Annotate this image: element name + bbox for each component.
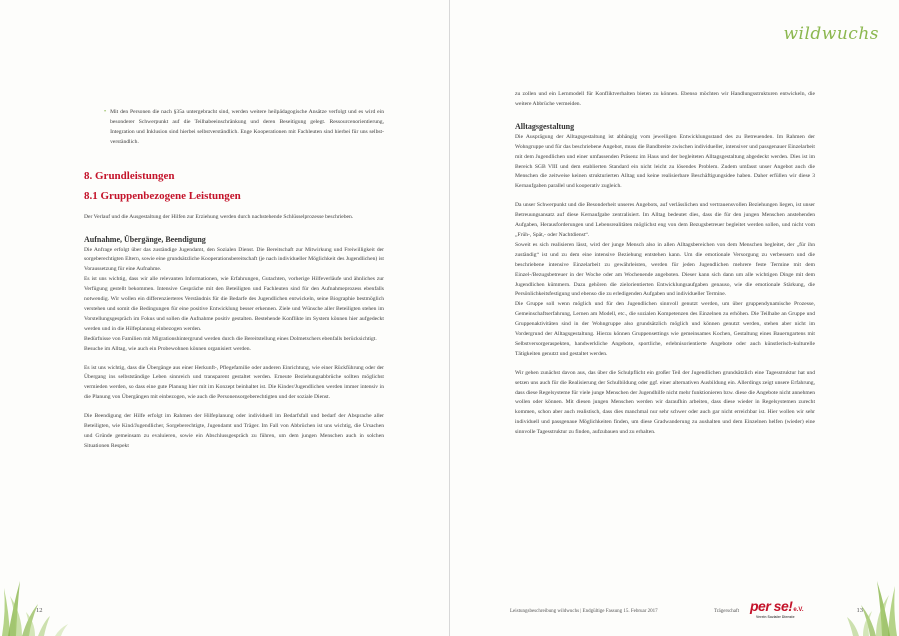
- bullet-icon: •: [104, 109, 107, 115]
- page-number: 13: [856, 607, 863, 614]
- heading-gruppenbezogene-leistungen: 8.1 Gruppenbezogene Leistungen: [84, 189, 241, 202]
- paragraph: Es ist uns wichtig, dass wir alle relevanten Informationen, wie Erfahrungen, Gutachten, vorherige Hilfeverläufe und ähnliches zur Verfügung gestellt bekommen. Intensive Gespräche mit den Beteiligten und Fachleuten sind für den Aufnahmeprozess ebenfalls notwendig. Wir wollen ein differenzierteres Verständnis für die Bedarfe des Jugendlichen entwickeln, seine Biographie bestmöglich verstehen und somit die Bedingungen für eine positive Entwicklung besser erkennen. Ziele und Wünsche aller Beteiligten stehen im Vorstellungsgespräch im Fokus und sollen die Aufnahme positiv gestalten. Bestehende Konflikte im System können hier aufgedeckt werden und in die Hilfeplanung einbezogen werden.: [84, 276, 384, 332]
- perse-logo: [750, 598, 804, 619]
- paragraph: Die Anfrage erfolgt über das zuständige Jugendamt, den Sozialen Dienst. Die Bereitschaft zur Mitwirkung und Freiwilligkeit der sorgeberechtigten Eltern, sowie eine grundsätzliche Kooperationsbereitschaft (je nach individueller Möglichkeit des Jugendlichen) ist Voraussetzung für eine Aufnahme.: [84, 246, 384, 273]
- bullet-item: [84, 108, 384, 148]
- paragraph: zu zollen und ein Lernmodell für Konfliktverhalten bieten zu können. Ebenso möchten wir Handlungsstrukturen entwickeln, die weitere Abbrüche vermeiden.: [515, 91, 815, 107]
- grass-decoration-left: [0, 566, 120, 636]
- paragraph: Die Gruppe soll wenn möglich und für den Jugendlichen sinnvoll genutzt werden, um über gruppendynamische Prozesse, Gemeinschaftserfahrung, Lernen am Modell, etc., die sozialen Kompetenzen des Einzelnen zu erhöhen. Die Teilhabe an Gruppe und Gruppenaktivitäten sind in der Wohngruppe also grundsätzlich möglich und können genutzt werden, stehen aber nicht im Vordergrund der Alltagsgestaltung. Hierzu können Gruppensettings wie gemeinsames Kochen, Gestaltung eines Bauerngartens mit Selbstversorgeraspekten, handwerkliche Angebote, sportliche, erlebnisorientierte Angebote oder auch künstlerisch-kulturelle Tätigkeiten genutzt und gestaltet werden.: [515, 301, 815, 357]
- perse-logo-subtitle: Verein Sozialer Dienste: [756, 615, 795, 619]
- paragraph: Wir gehen zunächst davon aus, das über die Schulpflicht ein großer Teil der Jugendlichen grundsätzlich eine Tagesstruktur hat und setzen uns auch für die Realisierung der Schulbildung oder ggf. einer alternativen Ausbildung ein. Allerdings zeigt unsere Erfahrung, dass diese Regelsysteme für viele junge Menschen der Jugendhilfe nicht mehr funktionieren bzw. diese die Angebote nicht annehmen wollen oder können. Mit diesen jungen Menschen werden wir daraufhin arbeiten, dass diese wieder in Regelsystemen zurecht kommen, schon aber auch realistisch, dass dies manchmal nur sehr schwer oder auch gar nicht erreichbar ist. Hier wollen wir sehr individuell und passgenaue Möglichkeiten finden, um diese Gradwanderung zu aushalten und dem Einzelnen helfen (wieder) eine sinnvolle Tagesstruktur zu finden, aufzubauen und zu erhalten.: [515, 369, 815, 436]
- page-number: 12: [36, 607, 43, 614]
- bullet-text: Mit den Personen die nach §35a untergebracht sind, werden weitere heilpädagogische Ansätze verfolgt und es wird ein besonderer Schwerpunkt auf die Teilhabeeinschränkung und deren Beseitigung gelegt. Ressourcenorientierung, Integration und Inklusion sind hierbei selbstverständlich. Enge Kooperationen mit Fachleuten sind hierbei für uns selbstverständlich.: [110, 109, 384, 145]
- paragraph: Da unser Schwerpunkt und die Besonderheit unseres Angebots, auf verlässlichen und vertrauensvollen Beziehungen liegen, ist unser Betreuungsansatz auf diese Kernaufgabe zentralisiert. Im Alltag bedeutet dies, dass die für den jungen Menschen anstehenden Aufgaben, Herausforderungen und Lebensrealitäten möglichst eng von dem Bezugsbetreuer begleitet werden sollen, und nicht vom „Früh-, Spät,- oder Nachtdienst“.: [515, 202, 815, 238]
- paragraph: Soweit es sich realisieren lässt, wird der junge Mensch also in allen Alltagsbereichen von dem Menschen begleitet, der „für ihn zuständig“ ist und zu dem eine intensive Beziehung entstehen kann. Um die emotionale Versorgung zu verbessern und die beschriebene intensive Einzelarbeit zu gewährleisten, werden für jeden Jugendlichen mehrere feste Termine mit dem Einzel-/Bezugsbetreuer in der Woche oder am Wochenende angeboten. Dieser kann sich dann um alle wichtigen Dinge mit dem Jugendlichen kümmern. Dazu gehören die zielorientierten Entwicklungsaufgaben genauso, wie die emotionale Stärkung, die Persönlichkeitsfestigung und ebenso die zu erledigenden Aufgaben und individueller Termine.: [515, 241, 815, 298]
- wildwuchs-logo: wildwuchs: [783, 24, 879, 44]
- heading-grundleistungen: 8. Grundleistungen: [84, 169, 175, 182]
- paragraph: Die Ausprägung der Alltagsgestaltung ist abhängig vom jeweiligen Entwicklungsstand des zu Betreuenden. Im Rahmen der Wohngruppe und für das beschriebene Angebot, muss die Bandbreite zwischen individueller, intensiver und passgenauer Einzelarbeit mit dem Jugendlichen und einer umfassenden Präsenz im Haus und der begleiteten Alltagsgestaltung abgedeckt werden. Dies ist im Bereich SGB VIII und dem etablierten Standard ein nicht leicht zu lösendes Problem. Zudem umfasst unser Angebot auch die Menschen die zeitweise keinen strukturierten Alltag und keine realisierbare Beschäftigungsidee haben. Daher erfüllen wir diese 3 Kernaufgaben parallel und kooperativ zugleich.: [515, 133, 815, 190]
- grass-decoration-right: [789, 561, 899, 636]
- perse-logo-ev: e.V.: [793, 607, 804, 613]
- paragraph: Die Beendigung der Hilfe erfolgt im Rahmen der Hilfeplanung oder individuell im Bedarfsfall und bedarf der Absprache aller Beteiligten, wie Kind/Jugendlicher, Sorgeberechtigte, Jugendamt und Träger. Im Fall von Abbrüchen ist uns wichtig, die Ursachen und Gründe gemeinsam zu evaluieren, sowie ein Abschlussgespräch zu führen, um dem jungen Menschen auch in solchen Situationen Respekt: [84, 413, 384, 449]
- right-column: [515, 90, 815, 438]
- left-column: [84, 108, 384, 452]
- paragraph: Bedürfnisse von Familien mit Migrationshintergrund werden durch die Bereitstellung eines Dolmetschers ebenfalls berücksichtigt.: [84, 335, 377, 342]
- right-page: [450, 0, 899, 636]
- footer-document-title: Leistungsbeschreibung wildwuchs | Endgültige Fassung 15. Februar 2017: [510, 609, 658, 614]
- paragraph: Es ist uns wichtig, dass die Übergänge aus einer Herkunft-, Pflegefamilie oder anderen Einrichtung, wie einer Rückführung oder der Übergang ins selbstständige Leben sinnreich und transparent gestaltet werden. Erneute Beziehungsabbrüche sollten möglichst vermieden werden, so dass eine gute Planung hier mit im Konzept beinhaltet ist. Die Kinder/Jugendlichen werden immer intensiv in die Planung von Übergängen mit einbezogen, wie auch die Personensorgeberechtigten und der soziale Dienst.: [84, 364, 384, 401]
- paragraph: Besuche im Alltag, wie auch ein Probewohnen können organisiert werden.: [84, 345, 251, 352]
- perse-logo-main: per se!: [750, 598, 793, 614]
- footer-label-traegerschaft: Trägerschaft: [714, 609, 740, 614]
- section-title-alltagsgestaltung: Alltagsgestaltung: [515, 121, 575, 131]
- intro-paragraph: Der Verlauf und die Ausgestaltung der Hilfen zur Erziehung werden durch nachstehende Schlüsselprozesse beschrieben.: [84, 213, 354, 220]
- section-title-aufnahme: Aufnahme, Übergänge, Beendigung: [84, 234, 206, 244]
